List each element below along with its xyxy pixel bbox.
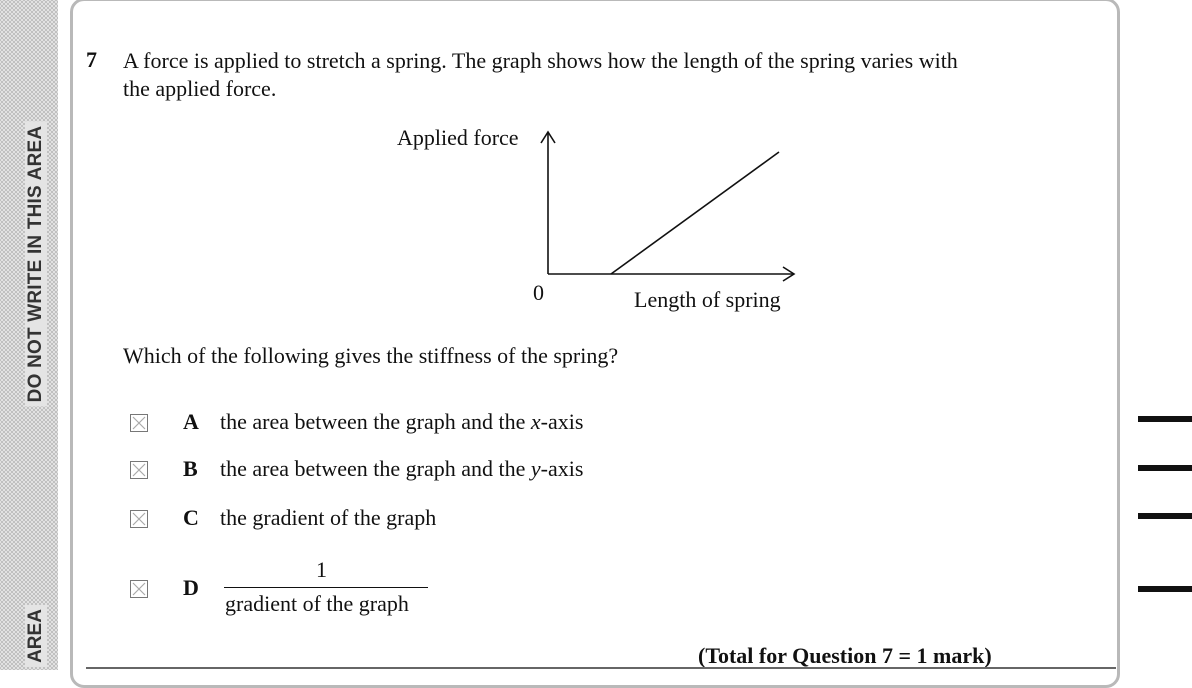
question-prompt: Which of the following gives the stiffness of the spring? bbox=[123, 343, 619, 368]
question-stem: A force is applied to stretch a spring. The graph shows how the length of the spring varies with the applied force. bbox=[123, 48, 958, 101]
margin-mark bbox=[1138, 513, 1192, 519]
option-letter: B bbox=[183, 456, 198, 481]
checkbox-b[interactable] bbox=[130, 461, 148, 479]
option-text: the area between the graph and the y-axis bbox=[220, 456, 584, 481]
y-axis-label: Applied force bbox=[397, 125, 519, 150]
question-number: 7 bbox=[86, 47, 97, 72]
total-marks: (Total for Question 7 = 1 mark) bbox=[698, 643, 992, 668]
cross-box-icon bbox=[131, 511, 147, 527]
margin-warning-text-lower: AREA bbox=[25, 605, 47, 667]
cross-box-icon bbox=[131, 581, 147, 597]
cross-box-icon bbox=[131, 415, 147, 431]
checkbox-a[interactable] bbox=[130, 414, 148, 432]
fraction-denominator: gradient of the graph bbox=[225, 591, 409, 616]
option-letter: C bbox=[183, 505, 199, 530]
x-axis-label: Length of spring bbox=[634, 287, 781, 312]
checkbox-d[interactable] bbox=[130, 580, 148, 598]
option-letter: A bbox=[183, 409, 199, 434]
option-letter: D bbox=[183, 575, 199, 600]
do-not-write-margin bbox=[0, 0, 58, 670]
margin-warning-text: DO NOT WRITE IN THIS AREA bbox=[25, 122, 47, 407]
margin-mark bbox=[1138, 416, 1192, 422]
graph-line bbox=[611, 152, 779, 274]
bottom-rule bbox=[86, 667, 1116, 669]
origin-label: 0 bbox=[533, 280, 544, 305]
margin-mark bbox=[1138, 586, 1192, 592]
fraction-numerator: 1 bbox=[316, 557, 327, 582]
option-text: the gradient of the graph bbox=[220, 505, 437, 530]
fraction-bar bbox=[224, 587, 428, 588]
cross-box-icon bbox=[131, 462, 147, 478]
margin-mark bbox=[1138, 465, 1192, 471]
checkbox-c[interactable] bbox=[130, 510, 148, 528]
option-text: the area between the graph and the x-axis bbox=[220, 409, 584, 434]
